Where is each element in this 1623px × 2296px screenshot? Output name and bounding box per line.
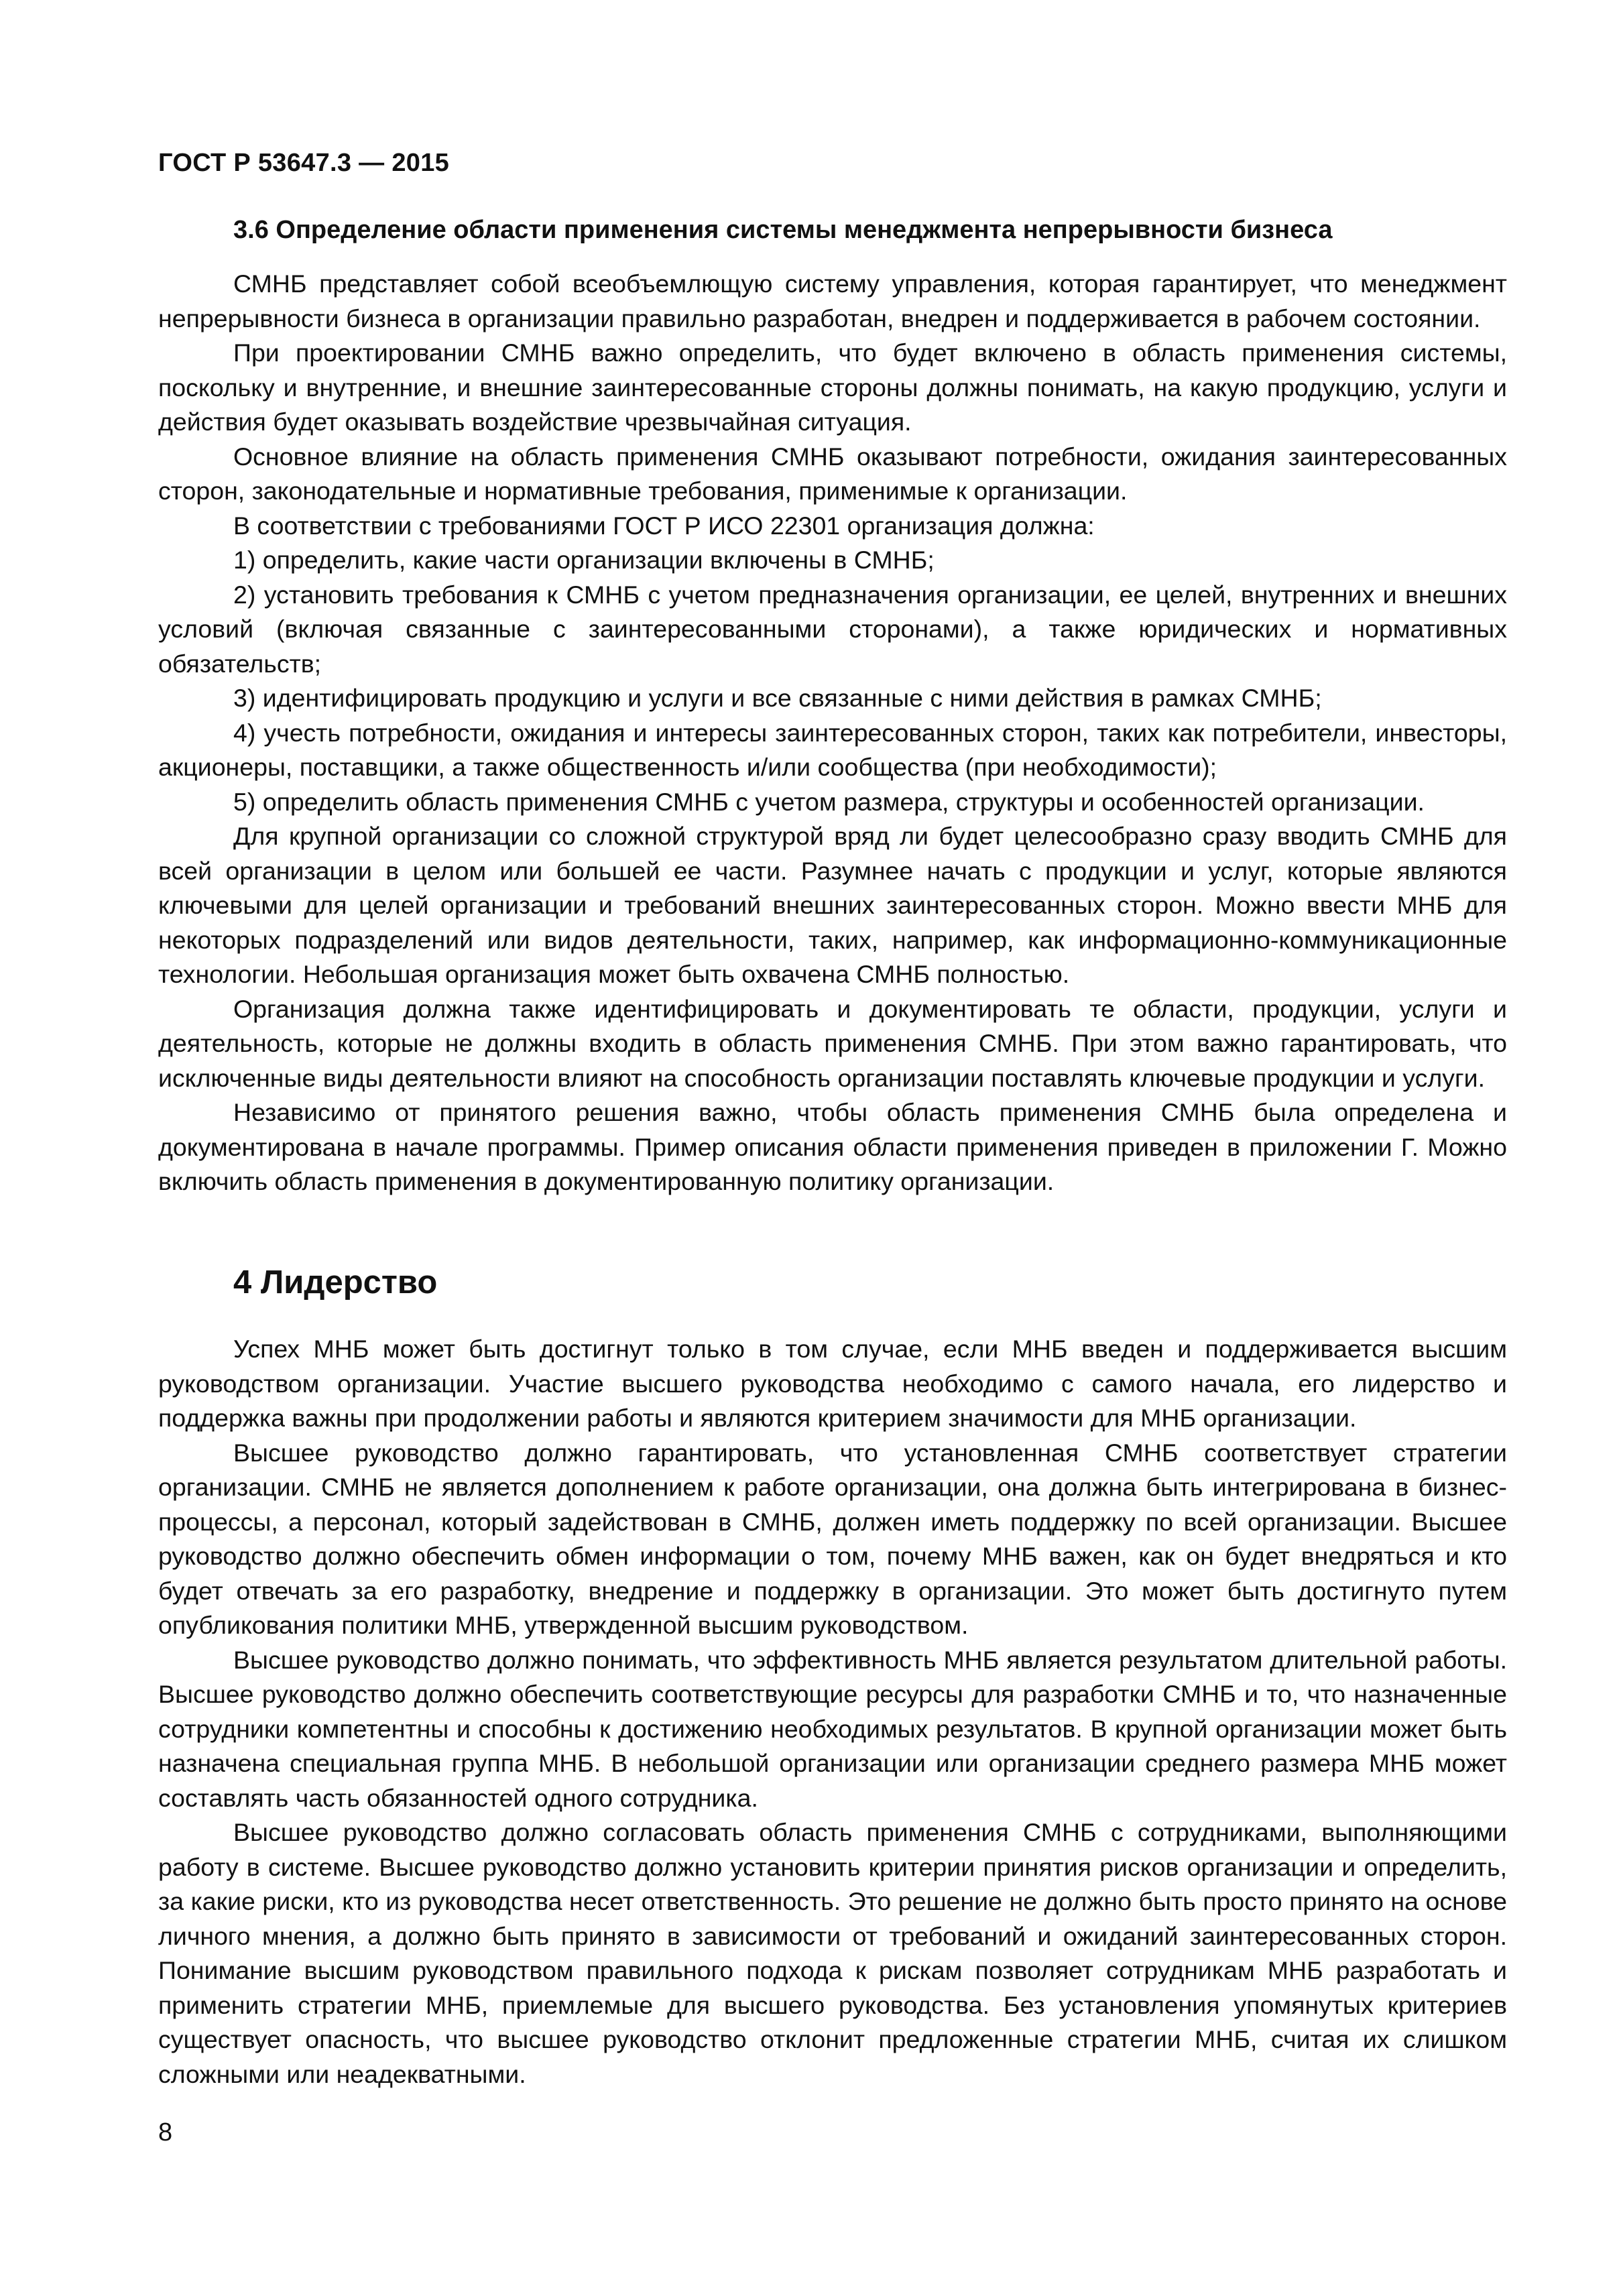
list-item: 4) учесть потребности, ожидания и интересы заинтересованных сторон, таких как потребители, инвесторы, акционеры, поставщики, а также общественность и/или сообщества (при необходимости); xyxy=(158,718,1507,781)
page-number: 8 xyxy=(158,2118,173,2147)
paragraph: В соответствии с требованиями ГОСТ Р ИСО 22301 организация должна: xyxy=(233,511,1095,540)
list-item: 3) идентифицировать продукцию и услуги и все связанные с ними действия в рамках СМНБ; xyxy=(233,684,1322,712)
document-code-header: ГОСТ Р 53647.3 — 2015 xyxy=(158,149,450,177)
list-item: 2) установить требования к СМНБ с учетом предназначения организации, ее целей, внутренних и внешних условий (включая связанные с заинтересованными сторонами), а также юридических и нормативных обязательств; xyxy=(158,580,1507,678)
document-page xyxy=(158,0,1507,2296)
chapter-heading-4: 4 Лидерство xyxy=(233,1264,438,1301)
section-3-6-body xyxy=(158,267,1507,1199)
paragraph: При проектировании СМНБ важно определить, что будет включено в область применения системы, поскольку и внутренние, и внешние заинтересованные стороны должны понимать, на какую продукцию, услуги и действия будет оказывать воздействие чрезвычайная ситуация. xyxy=(158,339,1507,436)
paragraph: Независимо от принятого решения важно, чтобы область применения СМНБ была определена и документирована в начале программы. Пример описания области применения приведен в приложении Г. Можно включить область применения в документированную политику организации. xyxy=(158,1098,1507,1195)
paragraph: Высшее руководство должно гарантировать, что установленная СМНБ соответствует стратегии организации. СМНБ не является дополнением к работе организации, она должна быть интегрирована в бизнес-процессы, а персонал, который задействован в СМНБ, должен иметь поддержку по всей организации. Высшее руководство должно обеспечить обмен информации о том, почему МНБ важен, как он будет внедряться и кто будет отвечать за его разработку, внедрение и поддержку в организации. Это может быть достигнуто путем опубликования политики МНБ, утвержденной высшим руководством. xyxy=(158,1438,1507,1639)
list-item: 5) определить область применения СМНБ с учетом размера, структуры и особенностей организации. xyxy=(233,787,1425,816)
paragraph: Для крупной организации со сложной структурой вряд ли будет целесообразно сразу вводить СМНБ для всей организации в целом или большей ее части. Разумнее начать с продукции и услуг, которые являются ключевыми для целей организации и требований внешних заинтересованных сторон. Можно ввести МНБ для некоторых подразделений или видов деятельности, таких, например, как информационно-коммуникационные технологии. Небольшая организация может быть охвачена СМНБ полностью. xyxy=(158,822,1507,988)
list-item: 1) определить, какие части организации включены в СМНБ; xyxy=(233,546,935,574)
paragraph: Успех МНБ может быть достигнут только в том случае, если МНБ введен и поддерживается высшим руководством организации. Участие высшего руководства необходимо с самого начала, его лидерство и поддержка важны при продолжении работы и являются критерием значимости для МНБ организации. xyxy=(158,1335,1507,1432)
paragraph: Высшее руководство должно понимать, что эффективность МНБ является результатом длительной работы. Высшее руководство должно обеспечить соответствующие ресурсы для разработки СМНБ и то, что назначенные сотрудники компетентны и способны к достижению необходимых результатов. В крупной организации может быть назначена специальная группа МНБ. В небольшой организации или организации среднего размера МНБ может составлять часть обязанностей одного сотрудника. xyxy=(158,1645,1507,1812)
paragraph: Организация должна также идентифицировать и документировать те области, продукции, услуги и деятельность, которые не должны входить в область применения СМНБ. При этом важно гарантировать, что исключенные виды деятельности влияют на способность организации поставлять ключевые продукции и услуги. xyxy=(158,994,1507,1092)
paragraph: Основное влияние на область применения СМНБ оказывают потребности, ожидания заинтересованных сторон, законодательные и нормативные требования, применимые к организации. xyxy=(158,442,1507,505)
section-heading-3-6: 3.6 Определение области применения системы менеджмента непрерывности бизнеса xyxy=(233,216,1333,244)
paragraph: Высшее руководство должно согласовать область применения СМНБ с сотрудниками, выполняющими работу в системе. Высшее руководство должно установить критерии принятия рисков организации и определить, за какие риски, кто из руководства несет ответственность. Это решение не должно быть просто принято на основе личного мнения, а должно быть принято в зависимости от требований и ожиданий заинтересованных сторон. Понимание высшим руководством правильного подхода к рискам позволяет сотрудникам МНБ разработать и применить стратегии МНБ, приемлемые для высшего руководства. Без установления упомянутых критериев существует опасность, что высшее руководство отклонит предложенные стратегии МНБ, считая их слишком сложными или неадекватными. xyxy=(158,1818,1507,2088)
section-4-body xyxy=(158,1332,1507,2092)
paragraph: СМНБ представляет собой всеобъемлющую систему управления, которая гарантирует, что менеджмент непрерывности бизнеса в организации правильно разработан, внедрен и поддерживается в рабочем состоянии. xyxy=(158,269,1507,333)
